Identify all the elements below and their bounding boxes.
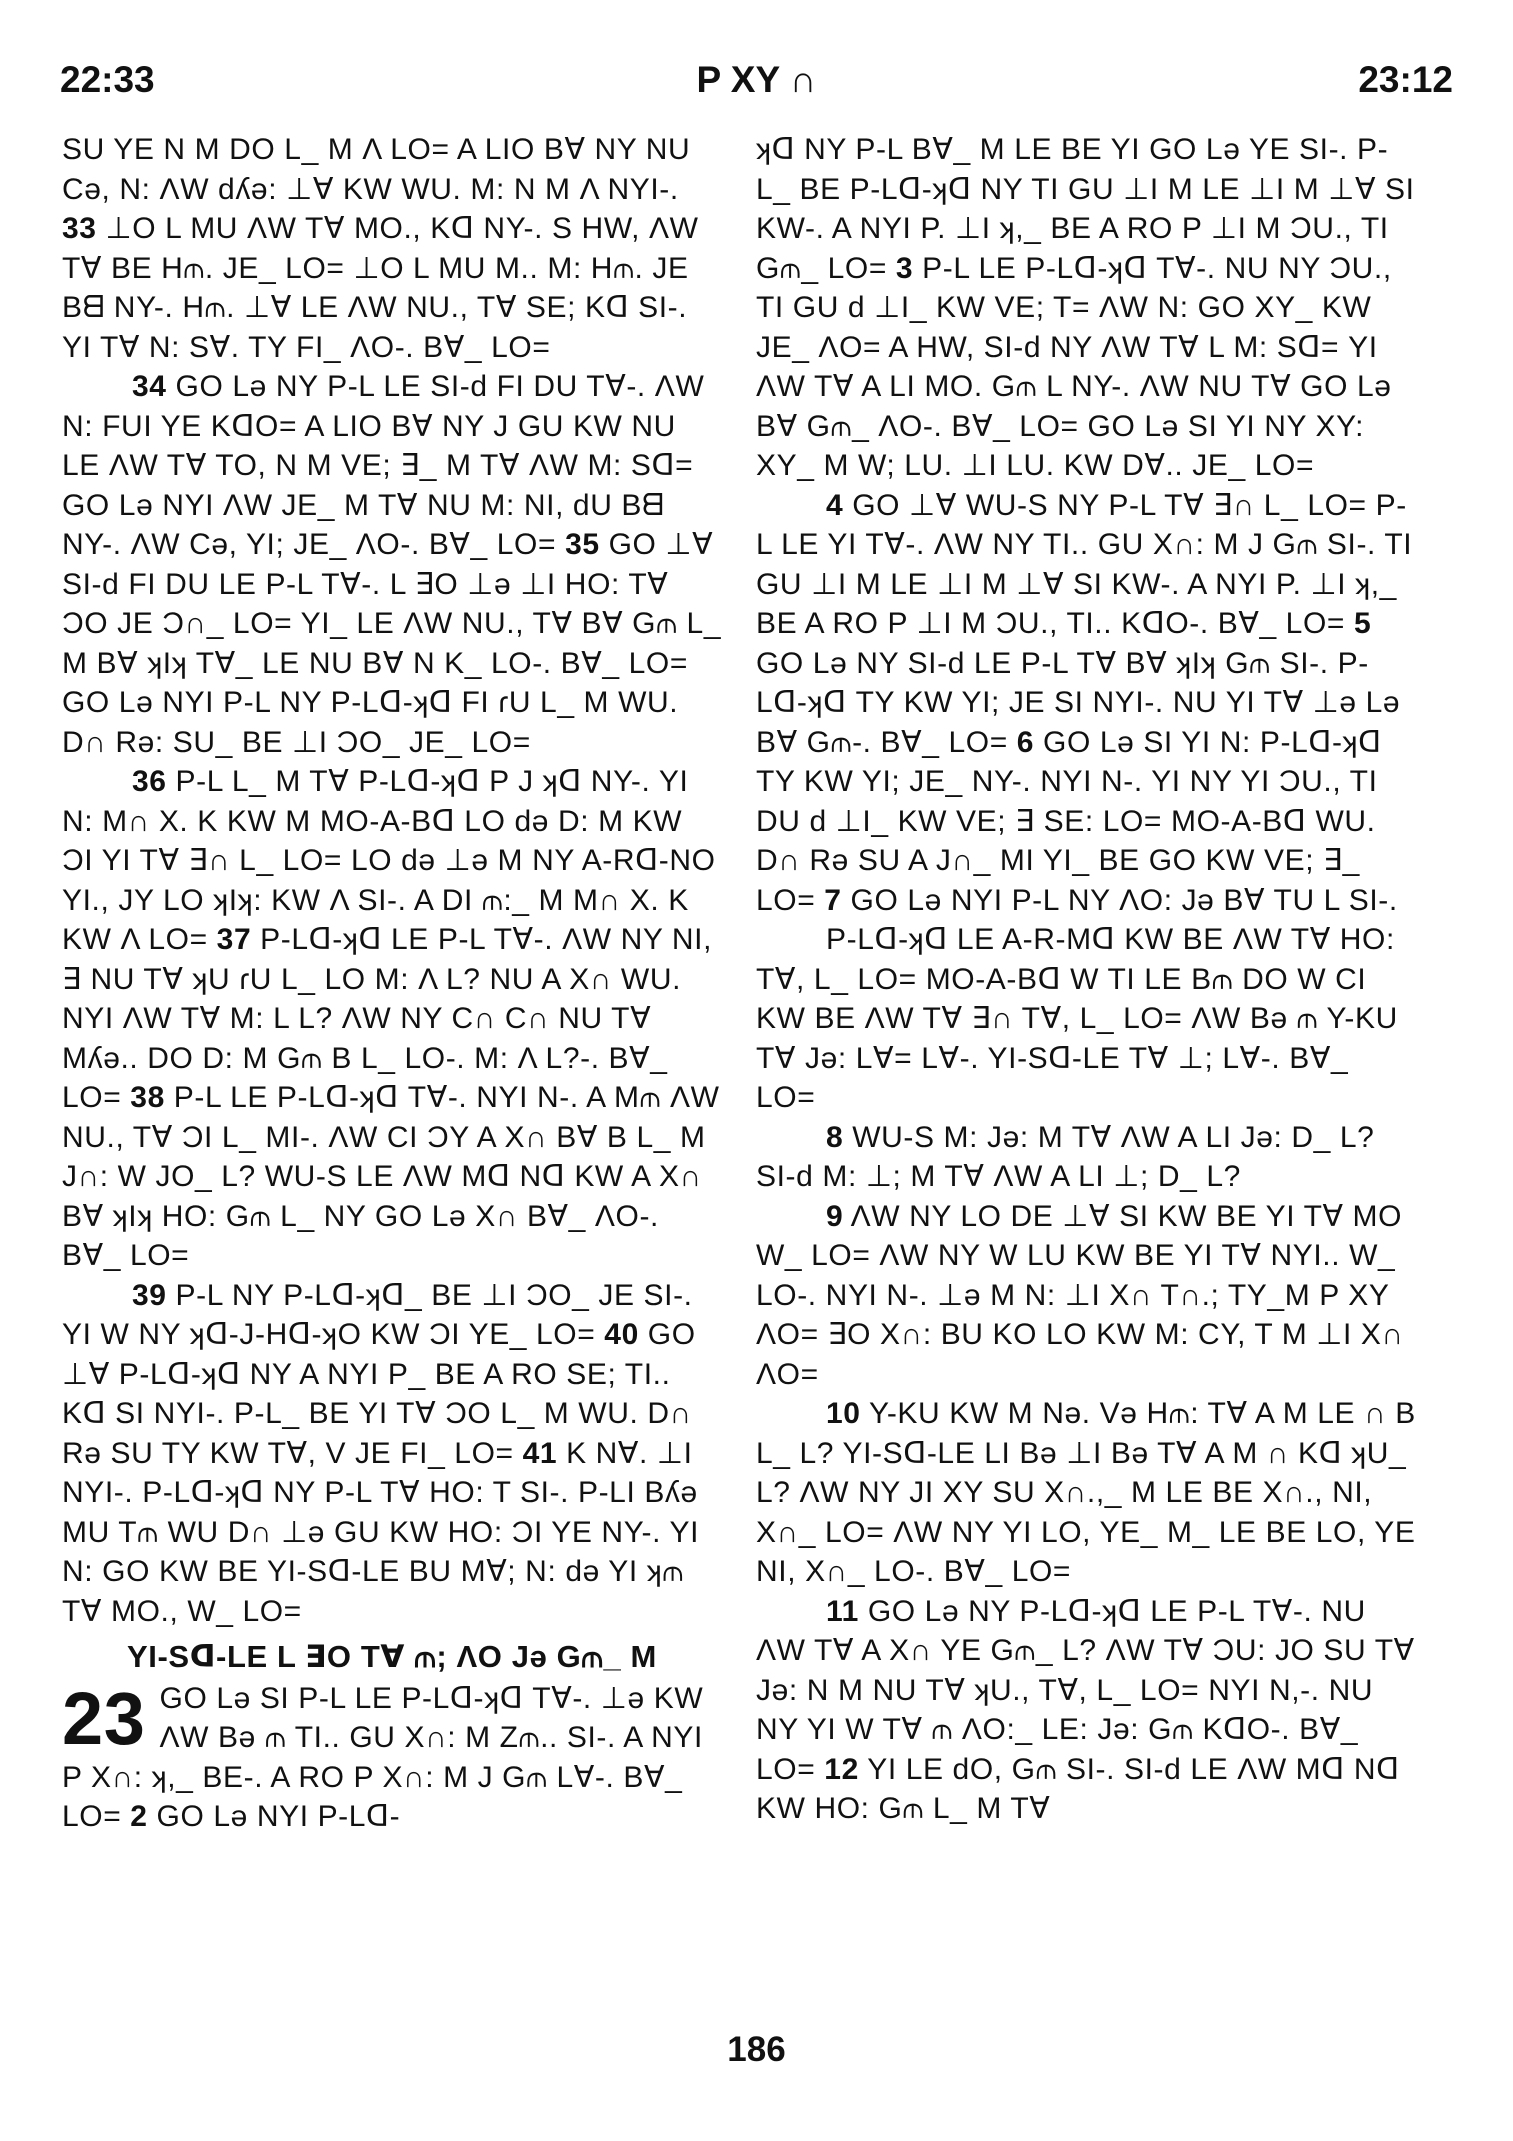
verse-number: 40 xyxy=(604,1318,639,1351)
verse-text: GO Lǝ NYI P-L NY ΛO: Jǝ B∀ TU L SI-. xyxy=(841,883,1398,917)
verse-text: P-L L_ M T∀ P-Lᗡ-ʞᗡ P J ʞᗡ NY-. YI N: M∩ X. K KW M MO-A-Bᗡ LO dǝ D: M KW ƆI YI T∀ ∃∩ L_ LO= LO dǝ ⊥ǝ M NY A-Rᗡ-NO YI., JY LO ʞIʞ: KW Λ SI-. A DI ⫙:_ M M∩ X. K KW Λ LO= xyxy=(62,765,716,956)
verse-text: GO ⊥∀ P-Lᗡ-ʞᗡ NY A NYI P_ BE A RO SE; TI.. Kᗡ SI NYI-. P-L_ BE YI T∀ ƆO L_ M WU. D∩ Rǝ SU TY KW T∀, V JE FI_ LO= xyxy=(62,1318,696,1470)
paragraph xyxy=(756,1394,1416,1592)
paragraph xyxy=(756,1592,1416,1829)
verse-number: 11 xyxy=(826,1594,859,1628)
verse-number: 9 xyxy=(826,1199,844,1233)
verse-text: GO ⊥∀ WU-S NY P-L T∀ ∃∩ L_ LO= P-L LE YI T∀-. ΛW NY TI.. GU X∩: M J G⫙ SI-. TI GU ⊥I M LE ⊥I M ⊥∀ SI KW-. A NYI P. ⊥I ʞ,_ BE A RO P ⊥I M ƆU., TI.. KᗡO-. B∀_ LO= xyxy=(756,488,1413,640)
right-paragraphs xyxy=(756,130,1416,1829)
verse-number: 41 xyxy=(522,1436,558,1470)
right-text-column xyxy=(756,130,1416,1829)
left-paragraphs xyxy=(62,130,722,1631)
paragraph xyxy=(756,486,1416,921)
verse-text: P-L NY P-Lᗡ-ʞᗡ_ BE ⊥I ƆO_ JE SI-. YI W NY ʞᗡ-J-Hᗡ-ʞO KW ƆI YE_ LO= xyxy=(62,1278,693,1351)
verse-text: WU-S M: Jǝ: M T∀ ΛW A LI Jǝ: D_ L? SI-d M: ⊥; M T∀ ΛW A LI ⊥; D_ L? xyxy=(756,1120,1375,1193)
verse-text: YI LE dO, G⫙ SI-. SI-d LE ΛW Mᗡ Nᗡ KW HO: G⫙ L_ M T∀ xyxy=(756,1752,1400,1825)
paragraph xyxy=(62,367,722,762)
verse-number: 8 xyxy=(826,1120,844,1154)
verse-number: 39 xyxy=(132,1278,167,1312)
verse-number: 3 xyxy=(895,251,914,285)
header-verse-range-end: 23:12 xyxy=(1358,59,1453,100)
verse-text: P-Lᗡ-ʞᗡ LE P-L T∀-. ΛW NY NI, ∃ NU T∀ ʞU ɾU L_ LO M: Λ L? NU A X∩ WU. NYI ΛW T∀ M: L L? ΛW NY C∩ C∩ NU T∀ Mʎǝ.. DO D: M G⫙ B L_ LO-. M: Λ L?-. B∀_ LO= xyxy=(62,923,712,1114)
paragraph xyxy=(62,1276,722,1632)
left-text-column xyxy=(62,130,722,1837)
header-book-title: P XY ∩ xyxy=(696,59,817,100)
header-verse-range-start: 22:33 xyxy=(60,59,155,100)
verse-text: ⊥O L MU ΛW T∀ MO., Kᗡ NY-. S HW, ΛW T∀ BE H⫙. JE_ LO= ⊥O L MU M.. M: H⫙. JE Bᗺ NY-. H⫙. ⊥∀ LE ΛW NU., T∀ SE; Kᗡ SI-. YI T∀ N: S∀. TY FI_ ΛO-. B∀_ LO= xyxy=(62,212,699,364)
verse-text: GO Lǝ SI YI N: P-Lᗡ-ʞᗡ TY KW YI; JE_ NY-. NYI N-. YI NY YI ƆU., TI DU d ⊥I_ KW VE; ∃ SE: LO= MO-A-Bᗡ WU. D∩ Rǝ SU A J∩_ MI YI_ BE GO KW VE; ∃_ LO= xyxy=(756,725,1382,917)
verse-number: 34 xyxy=(132,370,167,403)
verse-text: ʞᗡ NY P-L B∀_ M LE BE YI GO Lǝ YE SI-. P-L_ BE P-Lᗡ-ʞᗡ NY TI GU ⊥I M LE ⊥I M ⊥∀ SI KW-. A NYI P. ⊥I ʞ,_ BE A RO P ⊥I M ƆU., TI G⫙_ LO= xyxy=(756,133,1415,285)
verse-text: Y-KU KW M Nǝ. Vǝ H⫙: T∀ A M LE ∩ B L_ L? YI-Sᗡ-LE LI Bǝ ⊥I Bǝ T∀ A M ∩ Kᗡ ʞU_ L? ΛW NY JI XY SU X∩.,_ M LE BE X∩., NI, X∩_ LO= ΛW NY YI LO, YE_ M_ LE BE LO, YE NI, X∩_ LO-. B∀_ LO= xyxy=(756,1397,1416,1588)
verse-number: 36 xyxy=(132,765,167,798)
paragraph xyxy=(756,1118,1416,1197)
verse-text: P-Lᗡ-ʞᗡ LE A-R-Mᗡ KW BE ΛW T∀ HO: T∀, L_ LO= MO-A-Bᗡ W TI LE B⫙ DO W CI KW BE ΛW T∀ ∃∩ T∀, L_ LO= ΛW Bǝ ⫙ Y-KU T∀ Jǝ: L∀= L∀-. YI-Sᗡ-LE T∀ ⊥; L∀-. B∀_ LO= xyxy=(756,923,1398,1114)
verse-text: GO ⊥∀ SI-d FI DU LE P-L T∀-. L ∃O ⊥ǝ ⊥I HO: T∀ ƆO JE Ɔ∩_ LO= YI_ LE ΛW NU., T∀ B∀ G⫙ L_ M B∀ ʞIʞ T∀_ LE NU B∀ N K_ LO-. B∀_ LO= GO Lǝ NYI P-L NY P-Lᗡ-ʞᗡ FI ɾU L_ M WU. D∩ Rǝ: SU_ BE ⊥I ƆO_ JE_ LO= xyxy=(62,528,722,759)
paragraph xyxy=(756,1197,1416,1395)
verse-number: 33 xyxy=(62,212,97,245)
section-heading: YI-Sᗡ-LE L ∃O T∀ ⫙; ΛO Jǝ G⫙_ M xyxy=(127,1639,657,1674)
verse-number: 37 xyxy=(216,923,252,956)
verse-number: 35 xyxy=(565,528,600,561)
running-header xyxy=(60,58,1453,102)
verse-text: GO Lǝ NY P-L LE SI-d FI DU T∀-. ΛW N: FUI YE KᗡO= A LIO B∀ NY J GU KW NU LE ΛW T∀ TO, N M VE; ∃_ M T∀ ΛW M: Sᗡ= GO Lǝ NYI ΛW JE_ M T∀ NU M: NI, dU Bᗺ NY-. ΛW Cǝ, YI; JE_ ΛO-. B∀_ LO= xyxy=(62,370,705,561)
verse-number: 4 xyxy=(826,488,844,522)
verse-text: GO Lǝ NY SI-d LE P-L T∀ B∀ ʞIʞ G⫙ SI-. P-Lᗡ-ʞᗡ TY KW YI; JE SI NYI-. NU YI T∀ ⊥ǝ Lǝ B∀ G⫙-. B∀_ LO= xyxy=(756,646,1401,759)
verse-number: 5 xyxy=(1353,607,1372,640)
verse-text: P-L LE P-Lᗡ-ʞᗡ T∀-. NYI N-. A M⫙ ΛW NU., T∀ ƆI L_ MI-. ΛW CI ƆY A X∩ B∀ B L_ M J∩: W JO_ L? WU-S LE ΛW Mᗡ Nᗡ KW A X∩ B∀ ʞIʞ HO: G⫙ L_ NY GO Lǝ X∩ B∀_ ΛO-. B∀_ LO= xyxy=(62,1081,720,1272)
paragraph xyxy=(756,920,1416,1118)
chapter-paragraph-body xyxy=(62,1676,704,1834)
verse-text: ΛW NY LO DE ⊥∀ SI KW BE YI T∀ MO W_ LO= ΛW NY W LU KW BE YI T∀ NYI.. W_ LO-. NYI N-. ⊥ǝ M N: ⊥I X∩ T∩.; TY_M P XY ΛO= ∃O X∩: BU KO LO KW M: CY, T M ⊥I X∩ ΛO= xyxy=(756,1199,1404,1391)
verse-text: GO Lǝ SI P-L LE P-Lᗡ-ʞᗡ T∀-. ⊥ǝ KW ΛW Bǝ ⫙ TI.. GU X∩: M Z⫙.. SI-. A NYI P X∩: ʞ,_ BE-. A RO P X∩: M J G⫙ L∀-. B∀_ LO= xyxy=(62,1681,704,1833)
page-number: 186 xyxy=(727,2030,786,2069)
verse-text: GO Lǝ NY P-Lᗡ-ʞᗡ LE P-L T∀-. NU ΛW T∀ A X∩ YE G⫙_ L? ΛW T∀ ƆU: JO SU T∀ Jǝ: N M NU T∀ ʞU., T∀, L_ LO= NYI N,-. NU NY YI W T∀ ⫙ ΛO:_ LE: Jǝ: G⫙ KᗡO-. B∀_ LO= xyxy=(756,1594,1415,1786)
paragraph xyxy=(62,130,722,367)
chapter-first-paragraph xyxy=(62,1676,722,1837)
paragraph xyxy=(756,130,1416,486)
paragraph xyxy=(62,762,722,1276)
verse-text: K N∀. ⊥I NYI-. P-Lᗡ-ʞᗡ NY P-L T∀ HO: T SI-. P-LI Bʎǝ MU T⫙ WU D∩ ⊥ǝ GU KW HO: ƆI YE NY-. YI N: GO KW BE YI-Sᗡ-LE BU M∀; N: dǝ YI ʞ⫙ T∀ MO., W_ LO= xyxy=(62,1436,700,1628)
verse-number: 38 xyxy=(130,1081,165,1114)
verse-text: SU YE N M DO L_ M Λ LO= A LIO B∀ NY NU Cǝ, N: ΛW dʎǝ: ⊥∀ KW WU. M: N M Λ NYI-. xyxy=(62,133,691,206)
verse-text: GO Lǝ NYI P-Lᗡ- xyxy=(147,1800,401,1833)
verse-number: 6 xyxy=(1016,725,1035,759)
verse-number: 10 xyxy=(826,1397,861,1430)
verse-text: P-L LE P-Lᗡ-ʞᗡ T∀-. NU NY ƆU., TI GU d ⊥I_ KW VE; T= ΛW N: GO XY_ KW JE_ ΛO= A HW, SI-d NY ΛW T∀ L M: Sᗡ= YI ΛW T∀ A LI MO. G⫙ L NY-. ΛW NU T∀ GO Lǝ B∀ G⫙_ ΛO-. B∀_ LO= GO Lǝ SI YI NY XY: XY_ M W; LU. ⊥I LU. KW D∀.. JE_ LO= xyxy=(756,251,1392,482)
verse-number: 12 xyxy=(824,1752,859,1786)
verse-number: 7 xyxy=(824,883,842,917)
verse-number: 2 xyxy=(130,1800,148,1833)
chapter-number: 23 xyxy=(62,1676,146,1760)
